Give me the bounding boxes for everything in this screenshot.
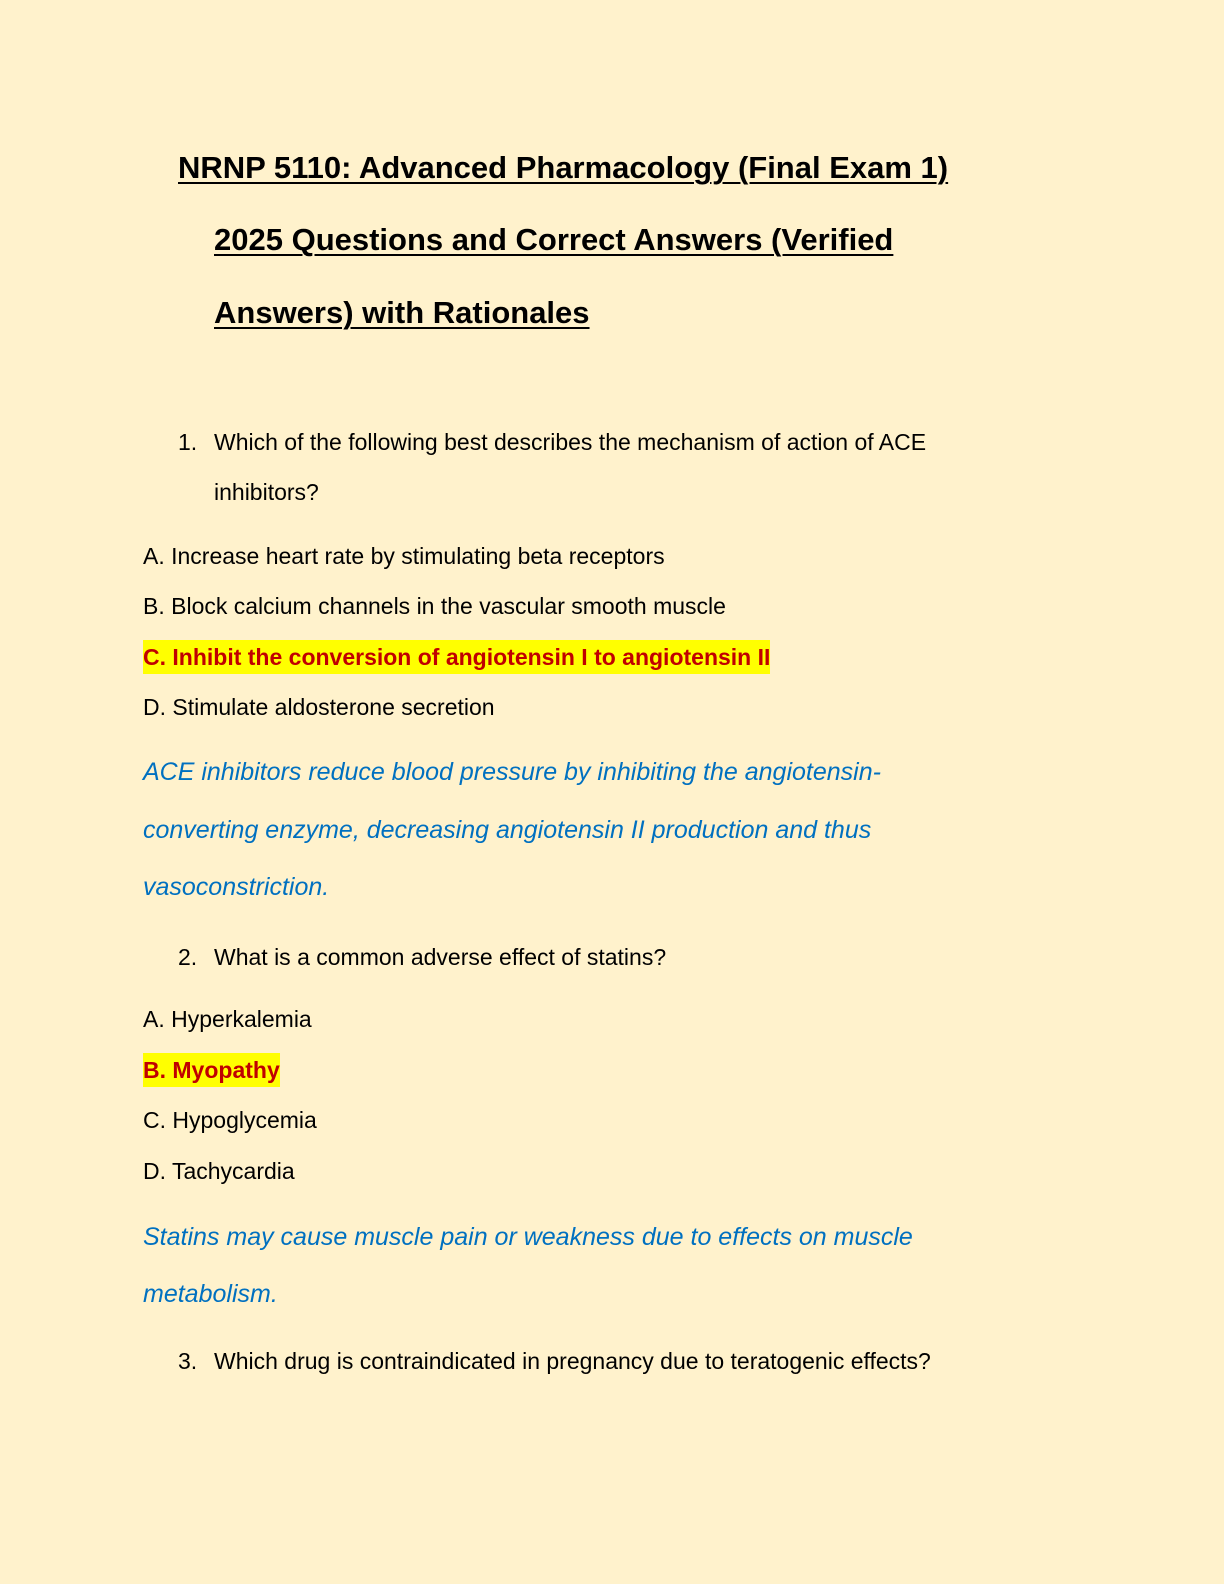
option-c: C. Hypoglycemia [143,1107,317,1133]
rationale-text: vasoconstriction. [143,873,330,901]
question-text: inhibitors? [214,479,319,505]
correct-answer-option-c: C. Inhibit the conversion of angiotensin I to angiotensin II [143,640,770,674]
question-text: Which drug is contraindicated in pregnancy due to teratogenic effects? [214,1348,931,1374]
rationale-text: converting enzyme, decreasing angiotensin II production and thus [143,816,872,844]
title-line-2: 2025 Questions and Correct Answers (Verified [214,222,894,257]
option-b: B. Block calcium channels in the vascular smooth muscle [143,593,726,619]
question-text: What is a common adverse effect of statins? [214,944,667,970]
question-number: 1. [178,429,198,455]
rationale-text: ACE inhibitors reduce blood pressure by inhibiting the angiotensin- [143,758,881,786]
option-d: D. Stimulate aldosterone secretion [143,694,495,720]
title-line-3: Answers) with Rationales [214,295,590,330]
option-d: D. Tachycardia [143,1158,295,1184]
option-a: A. Increase heart rate by stimulating beta receptors [143,543,665,569]
rationale-text: metabolism. [143,1280,278,1308]
rationale-text: Statins may cause muscle pain or weakness due to effects on muscle [143,1223,913,1251]
correct-answer-option-b: B. Myopathy [143,1053,280,1087]
question-number: 3. [178,1348,198,1374]
question-text: Which of the following best describes the mechanism of action of ACE [214,429,927,455]
title-line-1: NRNP 5110: Advanced Pharmacology (Final Exam 1) [178,150,949,185]
question-number: 2. [178,944,198,970]
option-a: A. Hyperkalemia [143,1006,312,1032]
